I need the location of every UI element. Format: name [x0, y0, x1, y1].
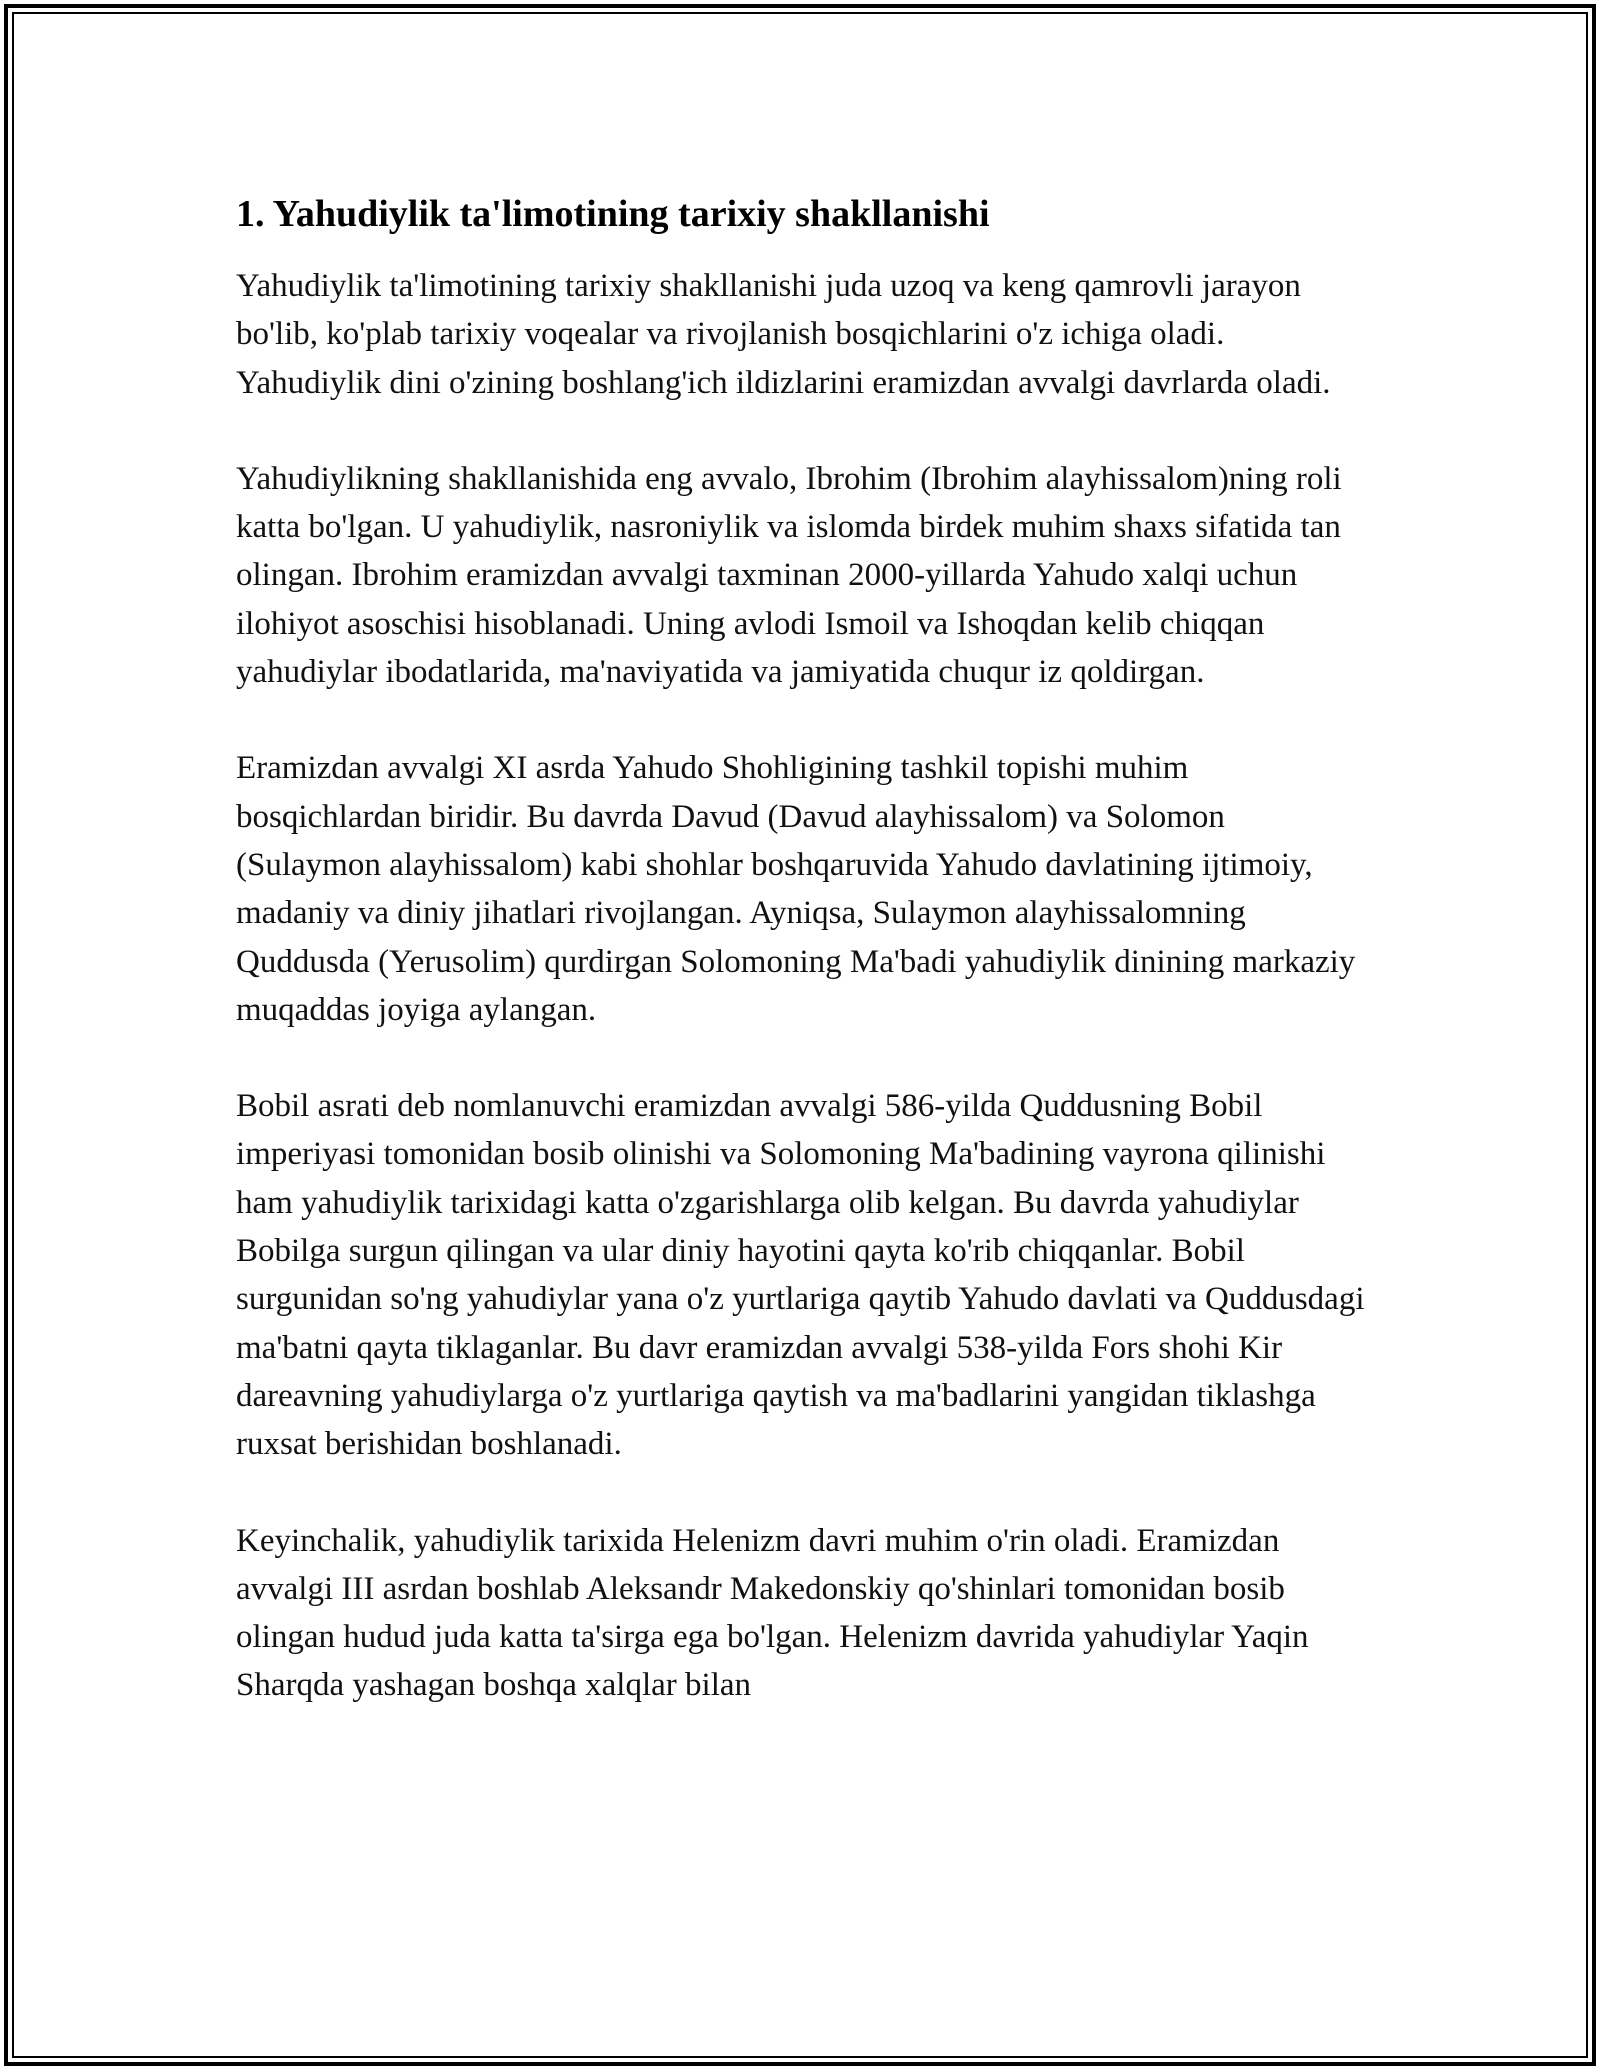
paragraph-2: Yahudiylikning shakllanishida eng avvalo, Ibrohim (Ibrohim alayhissalom)ning roli katta bo'lgan. U yahudiylik, nasroniylik va islomda birdek muhim shaxs sifatida tan olingan. Ibrohim eramizdan avvalgi taxminan 2000-yillarda Yahudo xalqi uchun ilohiyot asoschisi hisoblanadi. Uning avlodi Ismoil va Ishoqdan kelib chiqqan yahudiylar ibodatlarida, ma'naviyatida va jamiyatida chuqur iz qoldirgan.	[236, 460, 1342, 691]
paragraph-3: Eramizdan avvalgi XI asrda Yahudo Shohligining tashkil topishi muhim bosqichlardan biridir. Bu davrda Davud (Davud alayhissalom) va Solomon (Sulaymon alayhissalom) kabi shohlar boshqaruvida Yahudo davlatining ijtimoiy, madaniy va diniy jihatlari rivojlangan. Ayniqsa, Sulaymon alayhissalomning Quddusda (Yerusolim) qurdirgan Solomoning Ma'badi yahudiylik dinining markaziy muqaddas joyiga aylangan.	[236, 750, 1356, 1028]
paragraph-4: Bobil asrati deb nomlanuvchi eramizdan avvalgi 586-yilda Quddusning Bobil imperiyasi tomonidan bosib olinishi va Solomoning Ma'badining vayrona qilinishi ham yahudiylik tarixidagi katta o'zgarishlarga olib kelgan. Bu davrda yahudiylar Bobilga surgun qilingan va ular diniy hayotini qayta ko'rib chiqqanlar. Bobil surgunidan so'ng yahudiylar yana o'z yurtlariga qaytib Yahudo davlati va Quddusdagi ma'batni qayta tiklaganlar. Bu davr eramizdan avvalgi 538-yilda Fors shohi Kir dareavning yahudiylarga o'z yurtlariga qaytish va ma'badlarini yangidan tiklashga ruxsat berishidan boshlanadi.	[236, 1088, 1365, 1463]
section-heading: 1. Yahudiylik ta'limotining tarixiy shakllanishi	[236, 193, 990, 235]
paragraph-1: Yahudiylik ta'limotining tarixiy shakllanishi juda uzoq va keng qamrovli jarayon bo'lib, ko'plab tarixiy voqealar va rivojlanish bosqichlarini o'z ichiga oladi. Yahudiylik dini o'zining boshlang'ich ildizlarini eramizdan avvalgi davrlarda oladi.	[236, 268, 1331, 401]
document-body	[236, 186, 1376, 1758]
paragraph-5: Keyinchalik, yahudiylik tarixida Helenizm davri muhim o'rin oladi. Eramizdan avvalgi III asrdan boshlab Aleksandr Makedonskiy qo'shinlari tomonidan bosib olingan hudud juda katta ta'sirga ega bo'lgan. Helenizm davrida yahudiylar Yaqin Sharqda yashagan boshqa xalqlar bilan	[236, 1522, 1309, 1704]
